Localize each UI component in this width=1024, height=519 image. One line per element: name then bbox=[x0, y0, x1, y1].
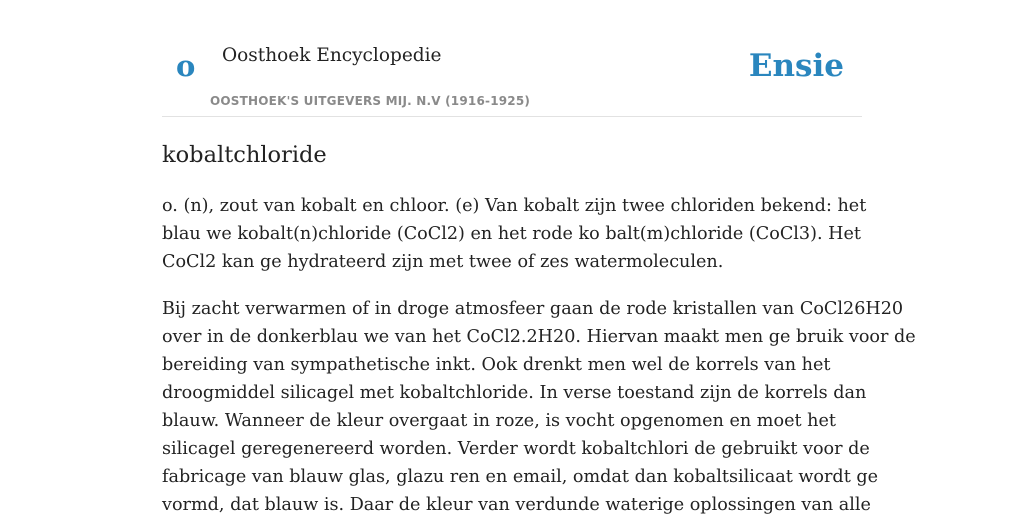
paragraph-line: blauw. Wanneer de kleur overgaat in roze, is vocht opgenomen en moet het bbox=[162, 411, 836, 432]
logo-icon[interactable]: o bbox=[176, 49, 196, 83]
paragraph-line: bereiding van sympathetische inkt. Ook drenkt men wel de korrels van het bbox=[162, 355, 831, 376]
entry-paragraph-1 bbox=[162, 192, 867, 276]
paragraph-line: CoCl2 kan ge hydrateerd zijn met twee of zes watermoleculen. bbox=[162, 252, 724, 273]
paragraph-line: Bij zacht verwarmen of in droge atmosfeer gaan de rode kristallen van CoCl26H20 bbox=[162, 299, 904, 320]
site-subtitle: OOSTHOEK'S UITGEVERS MIJ. N.V (1916-1925) bbox=[210, 94, 531, 108]
site-header bbox=[162, 0, 862, 117]
paragraph-line: o. (n), zout van kobalt en chloor. (e) Van kobalt zijn twee chloriden bekend: het bbox=[162, 196, 867, 217]
paragraph-line: droogmiddel silicagel met kobaltchloride. In verse toestand zijn de korrels dan bbox=[162, 383, 867, 404]
paragraph-line: vormd, dat blauw is. Daar de kleur van verdunde waterige oplossingen van alle bbox=[162, 495, 871, 516]
paragraph-line: silicagel geregenereerd worden. Verder wordt kobaltchlori de gebruikt voor de bbox=[162, 439, 870, 460]
paragraph-line: fabricage van blauw glas, glazu ren en email, omdat dan kobaltsilicaat wordt ge bbox=[162, 467, 879, 488]
paragraph-line: blau we kobalt(n)chloride (CoCl2) en het rode ko balt(m)chloride (CoCl3). Het bbox=[162, 224, 861, 245]
entry-paragraph-2 bbox=[162, 295, 916, 519]
entry-title: kobaltchloride bbox=[162, 142, 327, 168]
paragraph-line: over in de donkerblau we van het CoCl2.2H20. Hiervan maakt men ge bruik voor de bbox=[162, 327, 916, 348]
site-title[interactable]: Oosthoek Encyclopedie bbox=[222, 45, 442, 66]
page bbox=[162, 0, 916, 519]
brand-logo-link[interactable]: Ensie bbox=[748, 48, 844, 84]
